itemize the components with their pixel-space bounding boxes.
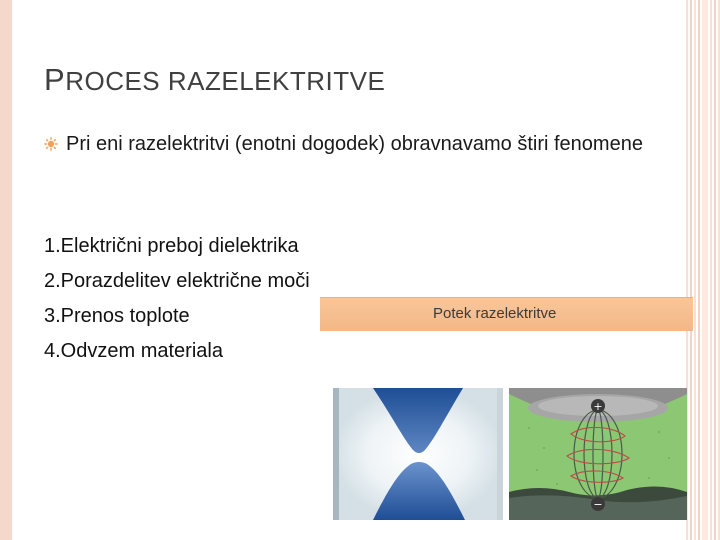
arc-illustration (333, 388, 503, 520)
title-rest: ROCES RAZELEKTRITVE (65, 66, 386, 96)
right-decorative-stripe (702, 0, 708, 540)
list-item: 3.Prenos toplote (44, 305, 190, 327)
left-decorative-border (0, 0, 12, 540)
discharge-banner (320, 297, 693, 331)
svg-text:+: + (593, 400, 603, 413)
bullet-text: Pri eni razelektritvi (enotni dogodek) obravnavamo štiri fenomene (66, 133, 643, 155)
bullet-point (44, 130, 644, 158)
plasma-channel-image (509, 388, 687, 520)
banner-label: Potek razelektritve (433, 305, 557, 322)
title-initial: P (44, 62, 66, 97)
phenomena-list (44, 229, 310, 369)
list-item: 4.Odvzem materiala (44, 340, 223, 362)
plasma-illustration (509, 388, 687, 520)
slide-title (44, 62, 385, 98)
discharge-arc-image (333, 388, 503, 520)
sun-bullet-icon (44, 137, 58, 151)
svg-text:−: − (593, 498, 603, 511)
list-item: 2.Porazdelitev električne moči (44, 270, 310, 292)
list-item: 1.Električni preboj dielektrika (44, 235, 299, 257)
